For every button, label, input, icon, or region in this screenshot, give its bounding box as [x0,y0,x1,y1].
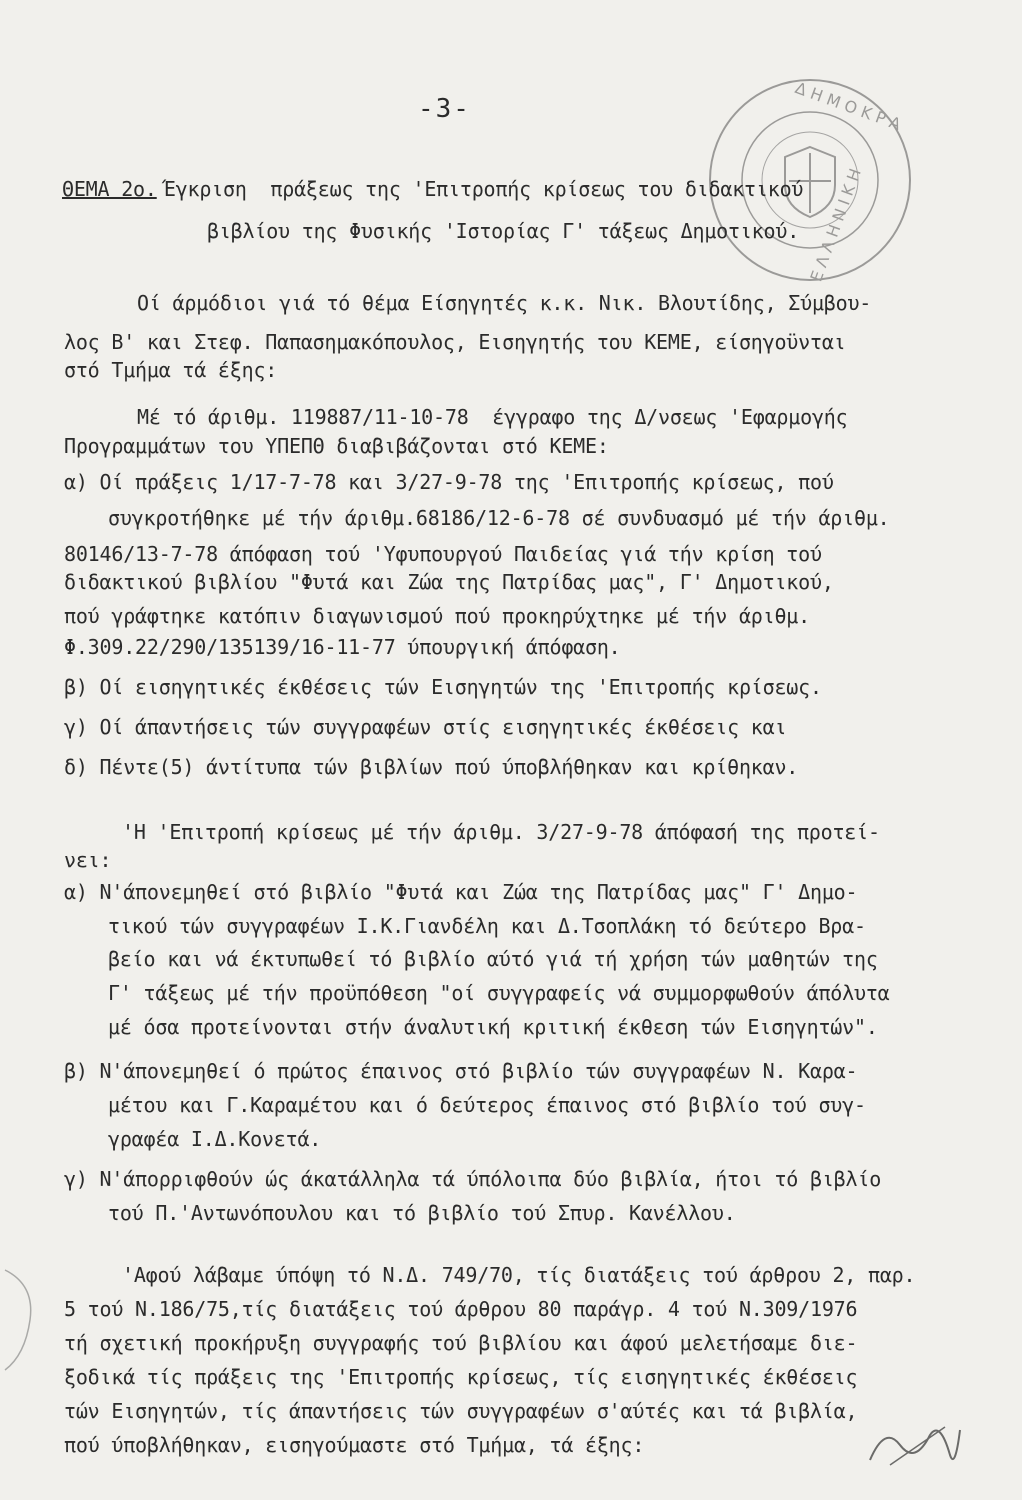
text-line: μέτου και Γ.Καραμέτου και ό δεύτερος έπαινος στό βιβλίο τού συγ- [108,1093,866,1117]
list-item-b: β) Οί εισηγητικές έκθέσεις τών Εισηγητών της 'Επιτροπής κρίσεως. [64,675,822,699]
text-line: πού ύποβλήθηκαν, εισηγούμαστε στό Τμήμα, τά έξης: [64,1433,645,1457]
text-line: λος Β' και Στεφ. Παπασημακόπουλος, Εισηγητής του ΚΕΜΕ, είσηγοϋνται [64,330,846,354]
text-line: Μέ τό άριθμ. 119887/11-10-78 έγγραφο της Δ/νσεως 'Εφαρμογής [137,405,848,429]
text-line: 5 τού Ν.186/75,τίς διατάξεις τού άρθρου 80 παράγρ. 4 τού Ν.309/1976 [64,1297,858,1321]
text-line: γραφέα Ι.Δ.Κονετά. [108,1127,322,1151]
proposal-item-c: γ) Ν'άπορριφθούν ώς άκατάλληλα τά ύπόλοιπα δύο βιβλία, ήτοι τό βιβλίο [64,1167,882,1191]
text-line: τή σχετική προκήρυξη συγγραφής τού βιβλίου και άφού μελετήσαμε διε- [64,1331,858,1355]
text-line: 80146/13-7-78 άπόφαση τού 'Υφυπουργού Παιδείας γιά τήν κρίση τού [64,542,822,566]
text-line: ξοδικά τίς πράξεις της 'Επιτροπής κρίσεως, τίς εισηγητικές έκθέσεις [64,1365,858,1389]
list-item-a: α) Οί πράξεις 1/17-7-78 και 3/27-9-78 της 'Επιτροπής κρίσεως, πού [64,470,834,494]
proposal-item-b: β) Ν'άπονεμηθεί ό πρώτος έπαινος στό βιβλίο τών συγγραφέων Ν. Καρα- [64,1059,858,1083]
heading-label: ΘΕΜΑ 2ο. [62,177,157,201]
text-line: πού γράφτηκε κατόπιν διαγωνισμού πού προκηρύχτηκε μέ τήν άριθμ. [64,604,810,628]
text-line: Οί άρμόδιοι γιά τό θέμα Είσηγητές κ.κ. Νικ. Βλουτίδης, Σύμβου- [137,291,872,315]
text-line: τού Π.'Αντωνόπουλου και τό βιβλίο τού Σπυρ. Κανέλλου. [108,1201,736,1225]
text-line: τών Εισηγητών, τίς άπαντήσεις τών συγγραφέων σ'αύτές και τά βιβλία, [64,1399,858,1423]
page-number: -3- [418,94,471,124]
text-line: 'Αφού λάβαμε ύπόψη τό Ν.Δ. 749/70, τίς διατάξεις τού άρθρου 2, παρ. [122,1263,916,1287]
margin-mark-icon [0,1265,40,1375]
text-line: βιβλίου της Φυσικής 'Ιστορίας Γ' τάξεως Δημοτικού. [207,219,800,243]
text-line: βείο και νά έκτυπωθεί τό βιβλίο αύτό γιά τή χρήση τών μαθητών της [108,947,878,971]
text-line: στό Τμήμα τά έξης: [64,358,278,382]
list-item-d: δ) Πέντε(5) άντίτυπα τών βιβλίων πού ύποβλήθηκαν και κρίθηκαν. [64,755,799,779]
text-line: μέ όσα προτείνονται στήν άναλυτική κριτική έκθεση τών Εισηγητών". [108,1015,878,1039]
text-line: Προγραμμάτων του ΥΠΕΠΘ διαβιβάζονται στό ΚΕΜΕ: [64,434,609,458]
svg-text:Δ Η Μ Ο Κ Ρ Α: Δ Η Μ Ο Κ Ρ Α [792,78,904,134]
text-line: τικού τών συγγραφέων Ι.Κ.Γιανδέλη και Δ.Τσοπλάκη τό δεύτερο Βρα- [108,914,866,938]
text-line: 'Η 'Επιτροπή κρίσεως μέ τήν άριθμ. 3/27-9-78 άπόφασή της προτεί- [122,820,880,844]
text-line: Γ' τάξεως μέ τήν προϋπόθεση "οί συγγραφείς νά συμμορφωθούν άπόλυτα [108,981,890,1005]
text-line: διδακτικού βιβλίου "Φυτά και Ζώα της Πατρίδας μας", Γ' Δημοτικού, [64,570,834,594]
svg-text:Ε Λ Λ Η Ν Ι Κ Η: Ε Λ Λ Η Ν Ι Κ Η [806,165,865,285]
heading-title: Έγκριση πράξεως της 'Επιτροπής κρίσεως του διδακτικού [152,177,804,201]
list-item-c: γ) Οί άπαντήσεις τών συγγραφέων στίς εισηγητικές έκθέσεις και [64,715,787,739]
proposal-item-a: α) Ν'άπονεμηθεί στό βιβλίο "Φυτά και Ζώα της Πατρίδας μας" Γ' Δημο- [64,880,858,904]
text-line: νει: [64,848,112,872]
text-line: συγκροτήθηκε μέ τήν άριθμ.68186/12-6-78 σέ συνδυασμό μέ τήν άριθμ. [108,506,890,530]
signature-icon [860,1415,970,1475]
text-line: Φ.309.22/290/135139/16-11-77 ύπουργική άπόφαση. [64,635,621,659]
